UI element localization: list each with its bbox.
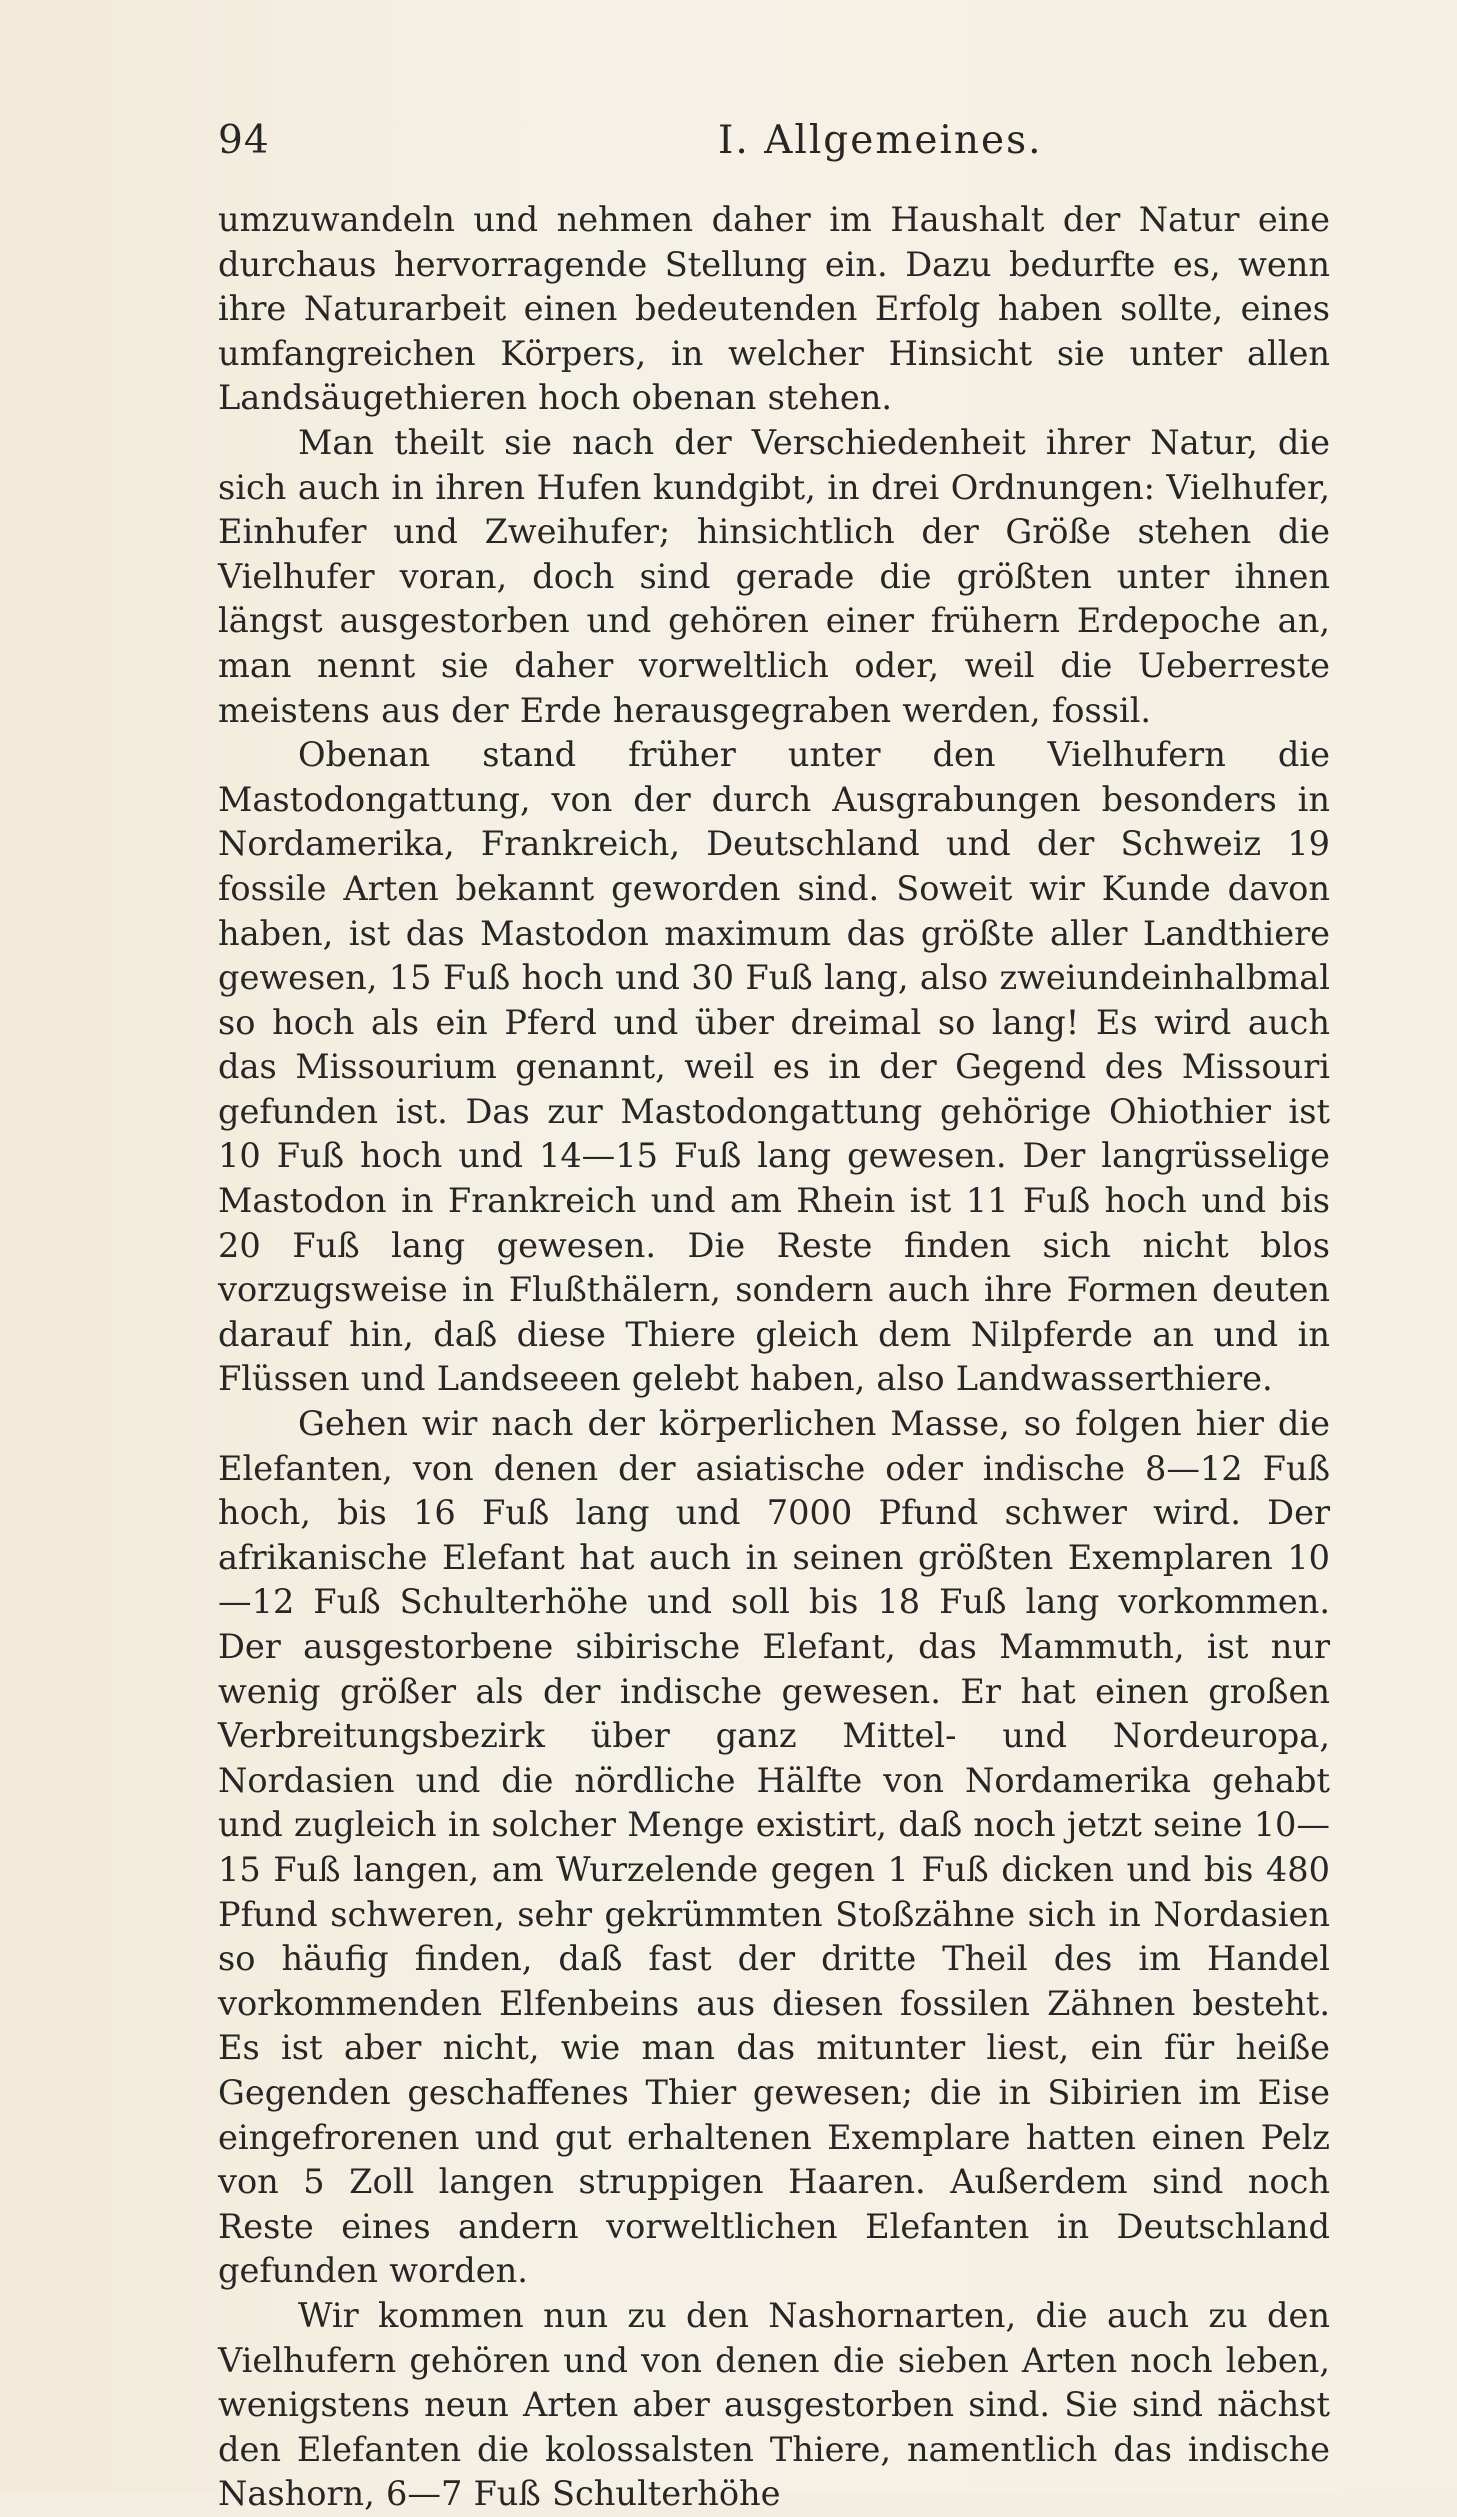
- paragraph: Wir kommen nun zu den Nashornarten, die auch zu den Vielhufern gehören und von denen die sieben Arten noch leben, wenigstens neun Arten aber ausgestorben sind. Sie sind nächst den Elefanten die kolossalsten Thiere, namentlich das indische Nashorn, 6—7 Fuß Schulterhöhe: [218, 2295, 1330, 2514]
- running-head: I. Allgemeines.: [718, 118, 1043, 163]
- paragraph: Obenan stand früher unter den Vielhufern die Mastodongattung, von der durch Ausgrabungen besonders in Nordamerika, Frankreich, Deutschland und der Schweiz 19 fossile Arten bekannt geworden sind. Soweit wir Kunde davon haben, ist das Mastodon maximum das größte aller Landthiere gewesen, 15 Fuß hoch und 30 Fuß lang, also zweiundeinhalbmal so hoch als ein Pferd und über dreimal so lang! Es wird auch das Missourium genannt, weil es in der Gegend des Missouri gefunden ist. Das zur Mastodongattung gehörige Ohiothier ist 10 Fuß hoch und 14—15 Fuß lang gewesen. Der langrüsselige Mastodon in Frankreich und am Rhein ist 11 Fuß hoch und bis 20 Fuß lang gewesen. Die Reste finden sich nicht blos vorzugsweise in Flußthälern, sondern auch ihre Formen deuten darauf hin, daß diese Thiere gleich dem Nilpferde an und in Flüssen und Landseeen gelebt haben, also Landwasserthiere.: [218, 735, 1330, 1399]
- paragraph: Man theilt sie nach der Verschiedenheit ihrer Natur, die sich auch in ihren Hufen kundgibt, in drei Ordnungen: Vielhufer, Einhufer und Zweihufer; hinsichtlich der Größe stehen die Vielhufer voran, doch sind gerade die größten unter ihnen längst ausgestorben und gehören einer frühern Erdepoche an, man nennt sie daher vorweltlich oder, weil die Ueberreste meistens aus der Erde herausgegraben werden, fossil.: [218, 422, 1330, 730]
- body-text: [218, 198, 1330, 2517]
- page-header: [218, 118, 1328, 168]
- paragraph: Gehen wir nach der körperlichen Masse, so folgen hier die Elefanten, von denen der asiatische oder indische 8—12 Fuß hoch, bis 16 Fuß lang und 7000 Pfund schwer wird. Der afrikanische Elefant hat auch in seinen größten Exemplaren 10—12 Fuß Schulterhöhe und soll bis 18 Fuß lang vorkommen. Der ausgestorbene sibirische Elefant, das Mammuth, ist nur wenig größer als der indische gewesen. Er hat einen großen Verbreitungsbezirk über ganz Mittel- und Nordeuropa, Nordasien und die nördliche Hälfte von Nordamerika gehabt und zugleich in solcher Menge existirt, daß noch jetzt seine 10—15 Fuß langen, am Wurzelende gegen 1 Fuß dicken und bis 480 Pfund schweren, sehr gekrümmten Stoßzähne sich in Nordasien so häufig finden, daß fast der dritte Theil des im Handel vorkommenden Elfenbeins aus diesen fossilen Zähnen besteht. Es ist aber nicht, wie man das mitunter liest, ein für heiße Gegenden geschaffenes Thier gewesen; die in Sibirien im Eise eingefrorenen und gut erhaltenen Exemplare hatten einen Pelz von 5 Zoll langen struppigen Haaren. Außerdem sind noch Reste eines andern vorweltlichen Elefanten in Deutschland gefunden worden.: [218, 1404, 1330, 2291]
- paragraph: umzuwandeln und nehmen daher im Haushalt der Natur eine durchaus hervorragende Stellung ein. Dazu bedurfte es, wenn ihre Naturarbeit einen bedeutenden Erfolg haben sollte, eines umfangreichen Körpers, in welcher Hinsicht sie unter allen Landsäugethieren hoch obenan stehen.: [218, 200, 1330, 418]
- page-number: 94: [218, 118, 270, 163]
